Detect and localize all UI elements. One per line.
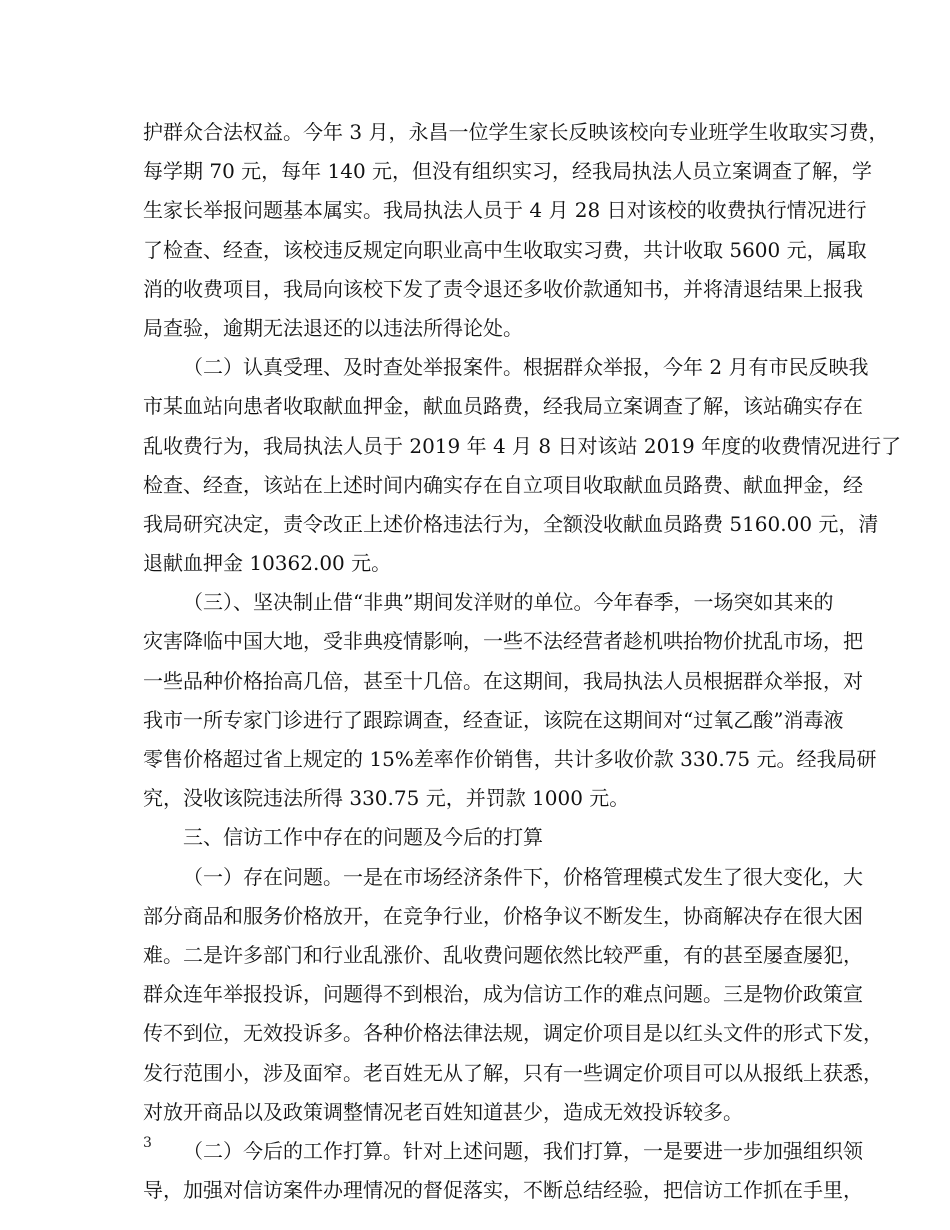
text-line: 了检查、经查，该校违反规定向职业高中生收取实习费，共计收取 5600 元，属取 bbox=[143, 237, 867, 262]
text-line: 对放开商品以及政策调整情况老百姓知道甚少，造成无效投诉较多。 bbox=[143, 1099, 743, 1124]
text-line: 难。二是许多部门和行业乱涨价、乱收费问题依然比较严重，有的甚至屡查屡犯， bbox=[143, 942, 863, 967]
paragraph-start: （二）认真受理、及时查处举报案件。根据群众举报，今年 2 月有市民反映我 bbox=[183, 355, 869, 380]
section-heading: 三、信访工作中存在的问题及今后的打算 bbox=[183, 825, 543, 850]
text-line: 消的收费项目，我局向该校下发了责令退还多收价款通知书，并将清退结果上报我 bbox=[143, 276, 863, 301]
page-number: 3 bbox=[143, 1135, 152, 1151]
paragraph-start: （一）存在问题。一是在市场经济条件下，价格管理模式发生了很大变化，大 bbox=[183, 864, 863, 889]
text-line: 发行范围小，涉及面窄。老百姓无从了解，只有一些调定价项目可以从报纸上获悉， bbox=[143, 1060, 883, 1085]
text-line: 护群众合法权益。今年 3 月，永昌一位学生家长反映该校向专业班学生收取实习费， bbox=[143, 120, 889, 144]
text-line: 退献血押金 10362.00 元。 bbox=[143, 551, 392, 576]
text-line: 我市一所专家门诊进行了跟踪调查，经查证，该院在这期间对“过氧乙酸”消毒液 bbox=[143, 707, 844, 732]
text-line: 我局研究决定，责令改正上述价格违法行为，全额没收献血员路费 5160.00 元，清 bbox=[143, 511, 879, 536]
text-line: 检查、经查，该站在上述时间内确实存在自立项目收取献血员路费、献血押金，经 bbox=[143, 472, 863, 497]
text-line: 市某血站向患者收取献血押金，献血员路费，经我局立案调查了解，该站确实存在 bbox=[143, 394, 863, 419]
document-body bbox=[143, 113, 902, 1210]
paragraph-start: （三）、坚决制止借“非典”期间发洋财的单位。今年春季，一场突如其来的 bbox=[183, 590, 834, 615]
text-line: 部分商品和服务价格放开，在竞争行业，价格争议不断发生，协商解决存在很大困 bbox=[143, 903, 863, 928]
text-line: 群众连年举报投诉，问题得不到根治，成为信访工作的难点问题。三是物价政策宣 bbox=[143, 982, 863, 1007]
text-line: 乱收费行为，我局执法人员于 2019 年 4 月 8 日对该站 2019 年度的收费情况进行了 bbox=[143, 433, 902, 458]
text-line: 零售价格超过省上规定的 15%差率作价销售，共计多收价款 330.75 元。经我局研 bbox=[143, 747, 877, 771]
paragraph-start: （二）今后的工作打算。针对上述问题，我们打算，一是要进一步加强组织领 bbox=[183, 1138, 863, 1163]
text-line: 一些品种价格抬高几倍，甚至十几倍。在这期间，我局执法人员根据群众举报，对 bbox=[143, 668, 863, 693]
text-line: 局查验，逾期无法退还的以违法所得论处。 bbox=[143, 315, 523, 340]
text-line: 生家长举报问题基本属实。我局执法人员于 4 月 28 日对该校的收费执行情况进行 bbox=[143, 198, 867, 223]
text-line: 灾害降临中国大地，受非典疫情影响，一些不法经营者趁机哄抬物价扰乱市场，把 bbox=[143, 629, 863, 654]
text-line: 究，没收该院违法所得 330.75 元，并罚款 1000 元。 bbox=[143, 786, 630, 811]
text-line: 每学期 70 元，每年 140 元，但没有组织实习，经我局执法人员立案调查了解，学 bbox=[143, 159, 873, 184]
text-line: 导，加强对信访案件办理情况的督促落实，不断总结经验，把信访工作抓在手里， bbox=[143, 1178, 863, 1203]
text-line: 传不到位，无效投诉多。各种价格法律法规，调定价项目是以红头文件的形式下发， bbox=[143, 1021, 883, 1046]
